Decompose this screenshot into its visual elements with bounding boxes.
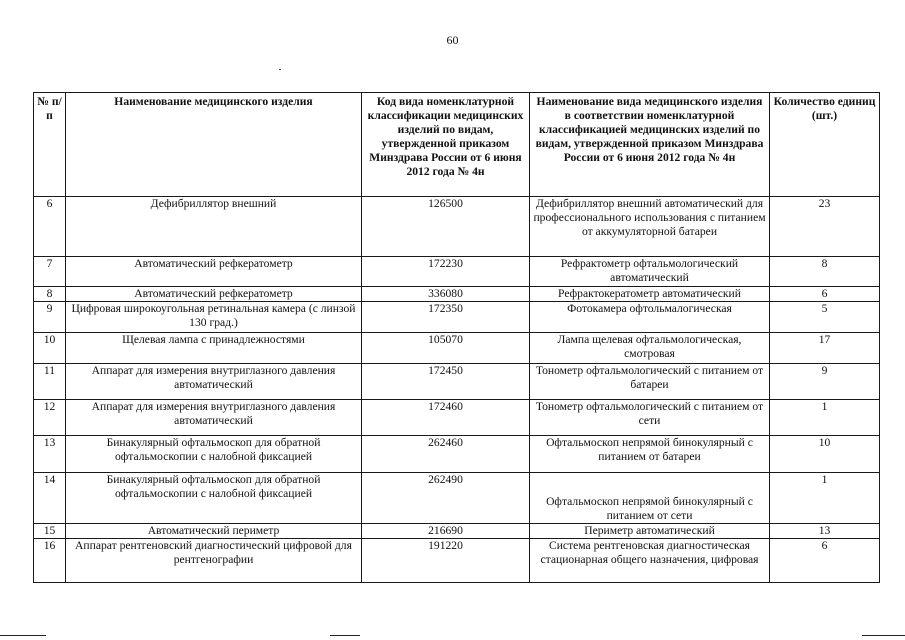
classification-name: Лампа щелевая офтальмологическая, смотровая	[530, 333, 770, 364]
table-row	[34, 364, 880, 400]
classification-code: 172230	[362, 257, 530, 287]
row-number: 15	[34, 524, 66, 539]
device-name: Дефибриллятор внешний	[66, 197, 362, 257]
table-row	[34, 257, 880, 287]
device-name: Аппарат для измерения внутриглазного давления автоматический	[66, 364, 362, 400]
device-name: Аппарат рентгеновский диагностический цифровой для рентгенографии	[66, 539, 362, 583]
device-name: Автоматический периметр	[66, 524, 362, 539]
row-number: 16	[34, 539, 66, 583]
row-number: 14	[34, 473, 66, 524]
classification-code: 216690	[362, 524, 530, 539]
quantity: 10	[770, 436, 880, 473]
classification-name: Рефрактометр офтальмологический автоматический	[530, 257, 770, 287]
row-number: 12	[34, 400, 66, 436]
header-number: № п/п	[34, 93, 66, 197]
header-device-name: Наименование медицинского изделия	[66, 93, 362, 197]
table-header-row	[34, 93, 880, 197]
device-name: Бинакулярный офтальмоскоп для обратной офтальмоскопии с налобной фиксацией	[66, 473, 362, 524]
classification-code: 262490	[362, 473, 530, 524]
table-row	[34, 197, 880, 257]
quantity: 5	[770, 302, 880, 333]
quantity: 17	[770, 333, 880, 364]
scan-speck	[279, 69, 281, 70]
device-name: Автоматический рефкератометр	[66, 257, 362, 287]
quantity: 1	[770, 473, 880, 524]
device-name: Аппарат для измерения внутриглазного давления автоматический	[66, 400, 362, 436]
quantity: 9	[770, 364, 880, 400]
row-number: 8	[34, 287, 66, 302]
page-bottom-rule-mid	[330, 635, 360, 636]
header-classification-code: Код вида номенклатурной классификации медицинских изделий по видам, утвержденной приказом Минздрава России от 6 июня 2012 года № 4н	[362, 93, 530, 197]
classification-name: Фотокамера офтольмалогическая	[530, 302, 770, 333]
header-classification-name: Наименование вида медицинского изделия в соответствии номенклатурной классификацией медицинских изделий по видам, утвержденной приказом Минздрава России от 6 июня 2012 года № 4н	[530, 93, 770, 197]
classification-code: 191220	[362, 539, 530, 583]
quantity: 8	[770, 257, 880, 287]
table-row	[34, 539, 880, 583]
row-number: 9	[34, 302, 66, 333]
quantity: 1	[770, 400, 880, 436]
quantity: 13	[770, 524, 880, 539]
row-number: 6	[34, 197, 66, 257]
classification-name: Офтальмоскоп непрямой бинокулярный с питанием от батареи	[530, 436, 770, 473]
table-row	[34, 436, 880, 473]
table-row	[34, 302, 880, 333]
classification-code: 262460	[362, 436, 530, 473]
device-name: Щелевая лампа с принадлежностями	[66, 333, 362, 364]
row-number: 7	[34, 257, 66, 287]
classification-code: 336080	[362, 287, 530, 302]
classification-name: Система рентгеновская диагностическая стационарная общего назначения, цифровая	[530, 539, 770, 583]
classification-name: Офтальмоскоп непрямой бинокулярный с питанием от сети	[530, 473, 770, 524]
device-name: Цифровая широкоугольная ретинальная камера (с линзой 130 град.)	[66, 302, 362, 333]
classification-name: Рефрактокератометр автоматический	[530, 287, 770, 302]
quantity: 6	[770, 539, 880, 583]
device-name: Автоматический рефкератометр	[66, 287, 362, 302]
table-row	[34, 473, 880, 524]
quantity: 23	[770, 197, 880, 257]
row-number: 13	[34, 436, 66, 473]
device-name: Бинакулярный офтальмоскоп для обратной офтальмоскопии с налобной фиксацией	[66, 436, 362, 473]
classification-code: 172460	[362, 400, 530, 436]
classification-code: 172350	[362, 302, 530, 333]
page-bottom-rule-left	[0, 635, 46, 636]
classification-code: 172450	[362, 364, 530, 400]
classification-code: 105070	[362, 333, 530, 364]
table-row	[34, 524, 880, 539]
page-bottom-rule-right	[862, 635, 905, 636]
header-quantity: Количество единиц (шт.)	[770, 93, 880, 197]
equipment-table	[33, 92, 880, 583]
classification-name: Периметр автоматический	[530, 524, 770, 539]
classification-name: Тонометр офтальмологический с питанием от батареи	[530, 364, 770, 400]
row-number: 11	[34, 364, 66, 400]
table-row	[34, 287, 880, 302]
table-row	[34, 400, 880, 436]
classification-name: Тонометр офтальмологический с питанием от сети	[530, 400, 770, 436]
table-row	[34, 333, 880, 364]
classification-name: Дефибриллятор внешний автоматический для профессионального использования с питанием от аккумуляторной батареи	[530, 197, 770, 257]
page-number: 60	[446, 33, 459, 47]
classification-code: 126500	[362, 197, 530, 257]
row-number: 10	[34, 333, 66, 364]
quantity: 6	[770, 287, 880, 302]
